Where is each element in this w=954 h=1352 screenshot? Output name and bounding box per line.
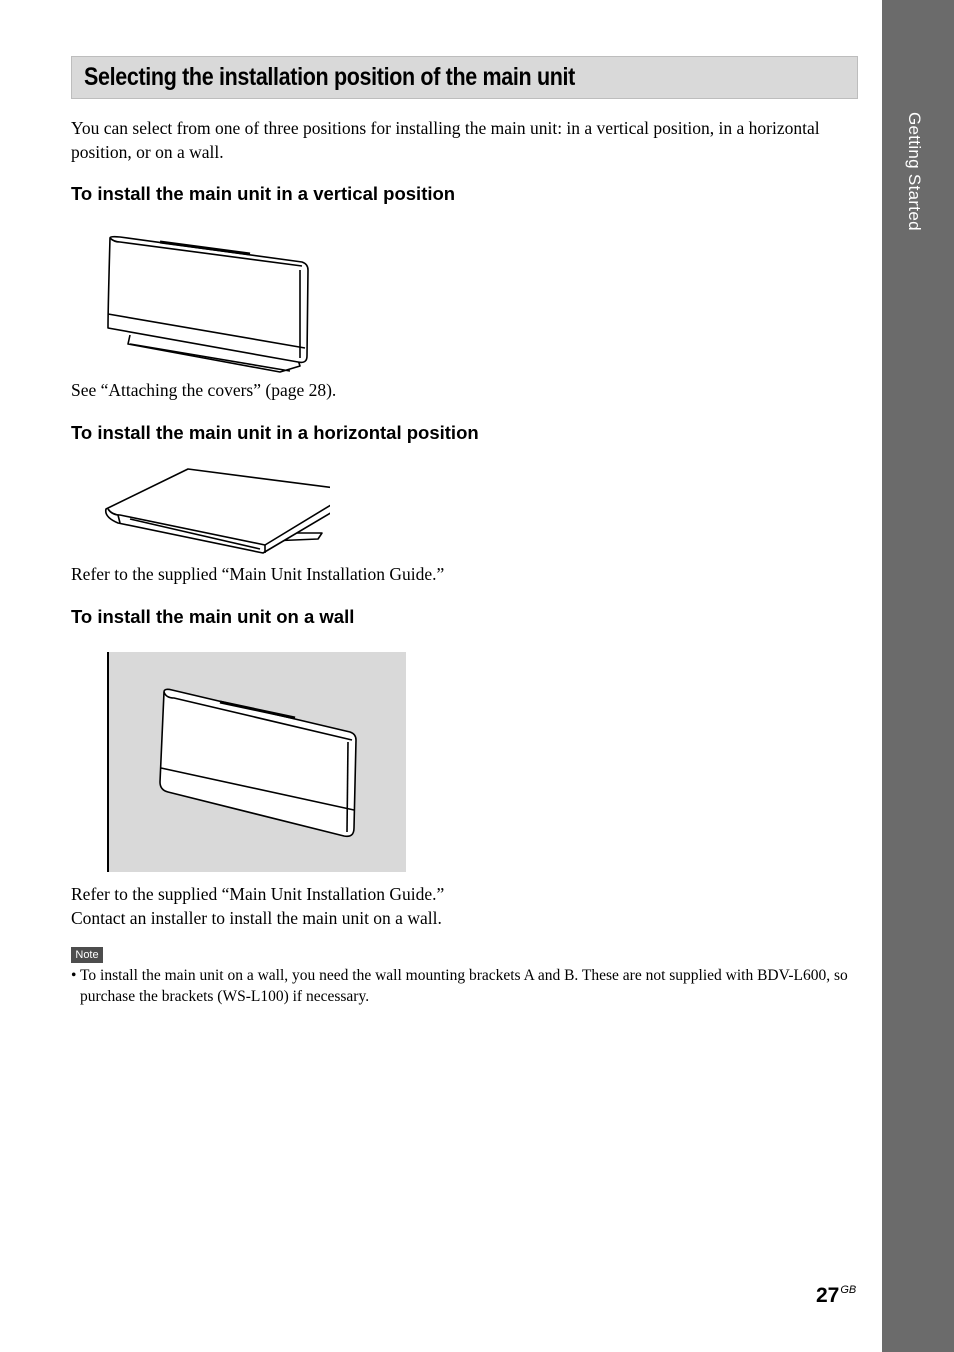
horizontal-unit-illustration xyxy=(100,465,330,557)
note-label: Note xyxy=(71,947,103,963)
wall-unit-illustration xyxy=(100,650,410,874)
wall-caption-2: Contact an installer to install the main unit on a wall. xyxy=(71,908,442,928)
note-text: • To install the main unit on a wall, you need the wall mounting brackets A and B. These are not supplied with BDV-L600, so purchase the brackets (WS-L100) if necessary. xyxy=(71,967,848,1005)
intro-paragraph: You can select from one of three positions for installing the main unit: in a vertical position, in a horizontal position, or on a wall. xyxy=(71,118,820,162)
wall-caption-1: Refer to the supplied “Main Unit Installation Guide.” xyxy=(71,884,445,904)
horizontal-heading: To install the main unit in a horizontal position xyxy=(71,422,479,443)
vertical-heading: To install the main unit in a vertical position xyxy=(71,183,456,204)
page-number-value: 27 xyxy=(816,1284,840,1307)
wall-heading: To install the main unit on a wall xyxy=(71,606,355,627)
section-heading-bar xyxy=(71,56,858,99)
page-number xyxy=(816,1284,856,1308)
vertical-unit-illustration xyxy=(100,230,320,380)
page-number-suffix: GB xyxy=(840,1284,857,1296)
horizontal-caption: Refer to the supplied “Main Unit Installation Guide.” xyxy=(71,564,445,584)
side-tab-label: Getting Started xyxy=(905,112,924,231)
section-title: Selecting the installation position of the main unit xyxy=(84,63,575,91)
vertical-caption: See “Attaching the covers” (page 28). xyxy=(71,380,337,400)
